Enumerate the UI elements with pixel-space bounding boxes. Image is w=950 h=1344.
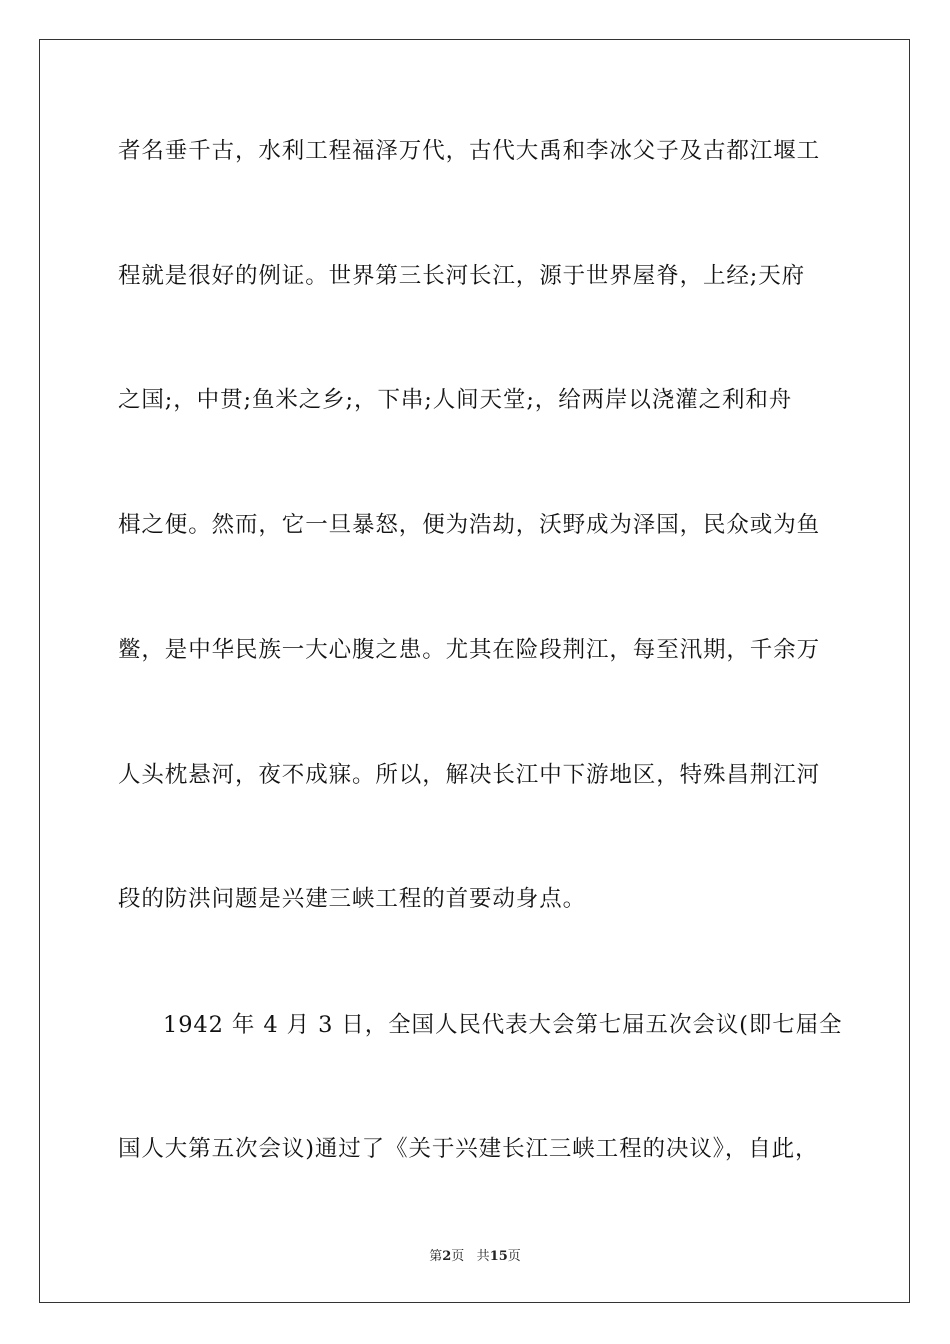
body-text-line: 楫之便。然而，它一旦暴怒，便为浩劫，沃野成为泽国，民众或为鱼: [118, 512, 821, 538]
paragraph-first-line: 1942 年 4 月 3 日，全国人民代表大会第七届五次会议(即七届全: [163, 1012, 843, 1038]
body-text-line: 人头枕悬河，夜不成寐。所以，解决长江中下游地区，特殊昌荆江河: [118, 762, 821, 788]
total-label-suffix: 页: [507, 1249, 521, 1264]
page-footer: [0, 1249, 950, 1265]
body-text-line: 鳖，是中华民族一大心腹之患。尤其在险段荆江，每至汛期，千余万: [118, 637, 821, 663]
body-text-line: 者名垂千古，水利工程福泽万代，古代大禹和李冰父子及古都江堰工: [118, 138, 821, 164]
page-number: 2: [442, 1249, 452, 1264]
page-label-prefix: 第: [429, 1249, 443, 1264]
page-border: [39, 39, 910, 1303]
body-text-line: 之国;，中贯;鱼米之乡;，下串;人间天堂;，给两岸以浇灌之利和舟: [118, 387, 793, 413]
total-pages: 15: [489, 1249, 508, 1264]
total-label-prefix: 共: [476, 1249, 490, 1264]
body-text-line: 程就是很好的例证。世界第三长河长江，源于世界屋脊，上经;天府: [118, 263, 806, 289]
page-label-suffix: 页: [451, 1249, 465, 1264]
body-text-line: 国人大第五次会议)通过了《关于兴建长江三峡工程的决议》，自此，: [118, 1136, 819, 1162]
body-text-line: 段的防洪问题是兴建三峡工程的首要动身点。: [118, 886, 587, 912]
